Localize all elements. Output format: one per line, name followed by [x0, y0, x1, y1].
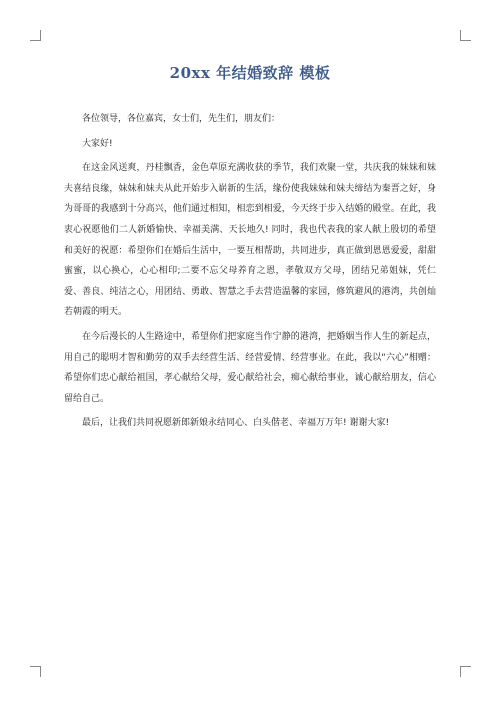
body-paragraph-2: 在今后漫长的人生路途中，希望你们把家庭当作宁静的港湾，把婚姻当作人生的新起点，用自己的聪明才智和勤劳的双手去经营生活、经营爱情、经营事业。在此，我以“六心”相赠：希望你们忠心献给祖国，孝心献给父母，爱心献给社会，痴心献给事业，诚心献给朋友，信心留给自己。 [64, 331, 436, 404]
document-title: 20xx 年结婚致辞 模板 [169, 64, 331, 82]
body-paragraph-1: 在这金风送爽，丹桂飘香，金色草原充满收获的季节，我们欢聚一堂，共庆我的妹妹和妹夫喜结良缘，妹妹和妹夫从此开始步入崭新的生活，缘份使我妹妹和妹夫缔结为秦晋之好，身为哥哥的我感到十分高兴，他们通过相知，相恋到相爱，今天终于步入结婚的殿堂。在此，我衷心祝愿他们二人新婚愉快、幸福美满、天长地久! 同时，我也代表我的家人献上殷切的希望和美好的祝愿：希望你们在婚后生活中，一要互相帮助，共同进步，真正做到恩恩爱爱，甜甜蜜蜜，以心换心，心心相印;二要不忘父母养育之恩，孝敬双方父母，团结兄弟姐妹，凭仁爱、善良、纯洁之心，用团结、勇敢、智慧之手去营造温馨的家园，修筑避风的港湾，共创灿若朝霞的明天。 [64, 163, 436, 318]
greeting-paragraph: 大家好! [82, 138, 113, 149]
crop-mark-bottom-left [30, 666, 41, 677]
crop-mark-bottom-right [460, 666, 471, 677]
crop-mark-top-left [30, 30, 41, 41]
closing-paragraph: 最后，让我们共同祝愿新郎新娘永结同心、白头偕老、幸福万万年! 谢谢大家! [82, 418, 390, 429]
document-page [64, 62, 436, 438]
salutation-paragraph: 各位领导，各位嘉宾，女士们，先生们，朋友们： [82, 114, 281, 124]
crop-mark-top-right [460, 30, 471, 41]
